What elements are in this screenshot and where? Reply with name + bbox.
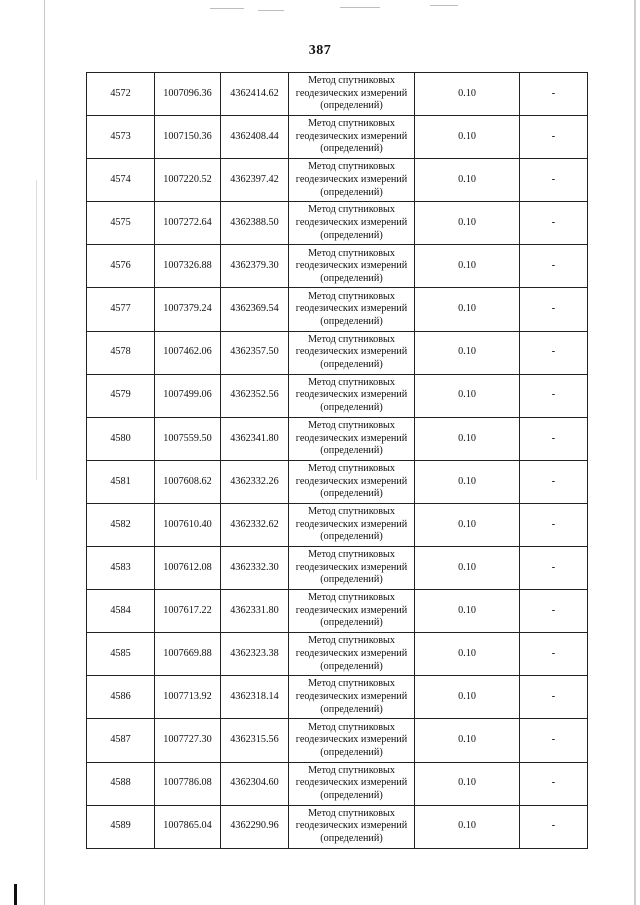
- note-cell: -: [520, 116, 588, 159]
- method-cell: [289, 417, 415, 460]
- point-number-cell: 4573: [87, 116, 155, 159]
- accuracy-cell: 0.10: [415, 288, 520, 331]
- method-text-line: Метод спутниковых: [308, 635, 395, 647]
- method-text-line: (определений): [320, 789, 383, 801]
- method-text-line: Метод спутниковых: [308, 118, 395, 130]
- method-text-line: (определений): [320, 229, 383, 241]
- accuracy-cell: 0.10: [415, 73, 520, 116]
- point-number-cell: 4579: [87, 374, 155, 417]
- method-text-line: (определений): [320, 445, 383, 457]
- scan-speck: [340, 7, 380, 8]
- method-text-line: геодезических измерений: [295, 173, 408, 185]
- accuracy-cell: 0.10: [415, 590, 520, 633]
- accuracy-cell: 0.10: [415, 805, 520, 848]
- method-text-line: Метод спутниковых: [308, 333, 395, 345]
- method-text-line: геодезических измерений: [295, 432, 408, 444]
- method-text-line: геодезических измерений: [295, 561, 408, 573]
- method-text-line: (определений): [320, 832, 383, 844]
- point-number-cell: 4572: [87, 73, 155, 116]
- method-text-line: (определений): [320, 703, 383, 715]
- y-coordinate-cell: 4362357.50: [221, 331, 289, 374]
- point-number-cell: 4585: [87, 633, 155, 676]
- x-coordinate-cell: 1007150.36: [155, 116, 221, 159]
- point-number-cell: 4580: [87, 417, 155, 460]
- method-cell: [289, 245, 415, 288]
- point-number-cell: 4578: [87, 331, 155, 374]
- method-text-line: геодезических измерений: [295, 346, 408, 358]
- method-text-line: (определений): [320, 746, 383, 758]
- method-cell: [289, 73, 415, 116]
- y-coordinate-cell: 4362352.56: [221, 374, 289, 417]
- method-text-line: (определений): [320, 488, 383, 500]
- x-coordinate-cell: 1007220.52: [155, 159, 221, 202]
- method-cell: [289, 547, 415, 590]
- x-coordinate-cell: 1007272.64: [155, 202, 221, 245]
- x-coordinate-cell: 1007610.40: [155, 503, 221, 546]
- table-row: [87, 762, 588, 805]
- accuracy-cell: 0.10: [415, 547, 520, 590]
- y-coordinate-cell: 4362379.30: [221, 245, 289, 288]
- method-text-line: (определений): [320, 315, 383, 327]
- note-cell: -: [520, 159, 588, 202]
- y-coordinate-cell: 4362332.30: [221, 547, 289, 590]
- y-coordinate-cell: 4362332.62: [221, 503, 289, 546]
- x-coordinate-cell: 1007462.06: [155, 331, 221, 374]
- accuracy-cell: 0.10: [415, 460, 520, 503]
- method-text-line: геодезических измерений: [295, 518, 408, 530]
- method-cell: [289, 503, 415, 546]
- table-row: [87, 676, 588, 719]
- x-coordinate-cell: 1007865.04: [155, 805, 221, 848]
- table-row: [87, 73, 588, 116]
- table-row: [87, 202, 588, 245]
- scan-edge-left: [44, 0, 45, 905]
- accuracy-cell: 0.10: [415, 633, 520, 676]
- table-row: [87, 417, 588, 460]
- method-cell: [289, 331, 415, 374]
- table-row: [87, 719, 588, 762]
- method-cell: [289, 805, 415, 848]
- accuracy-cell: 0.10: [415, 116, 520, 159]
- method-text-line: (определений): [320, 402, 383, 413]
- table-row: [87, 159, 588, 202]
- x-coordinate-cell: 1007727.30: [155, 719, 221, 762]
- note-cell: -: [520, 202, 588, 245]
- note-cell: -: [520, 590, 588, 633]
- method-cell: [289, 719, 415, 762]
- x-coordinate-cell: 1007379.24: [155, 288, 221, 331]
- method-text-line: Метод спутниковых: [308, 549, 395, 561]
- accuracy-cell: 0.10: [415, 719, 520, 762]
- y-coordinate-cell: 4362332.26: [221, 460, 289, 503]
- point-number-cell: 4588: [87, 762, 155, 805]
- y-coordinate-cell: 4362341.80: [221, 417, 289, 460]
- method-text-line: (определений): [320, 186, 383, 198]
- y-coordinate-cell: 4362369.54: [221, 288, 289, 331]
- method-text-line: геодезических измерений: [295, 130, 408, 142]
- point-number-cell: 4581: [87, 460, 155, 503]
- point-number-cell: 4582: [87, 503, 155, 546]
- note-cell: -: [520, 762, 588, 805]
- note-cell: -: [520, 417, 588, 460]
- point-number-cell: 4584: [87, 590, 155, 633]
- method-text-line: (определений): [320, 272, 383, 284]
- table-row: [87, 460, 588, 503]
- method-text-line: геодезических измерений: [295, 820, 408, 832]
- method-text-line: Метод спутниковых: [308, 419, 395, 431]
- point-number-cell: 4587: [87, 719, 155, 762]
- method-cell: [289, 288, 415, 331]
- method-text-line: (определений): [320, 531, 383, 543]
- method-text-line: (определений): [320, 100, 383, 112]
- x-coordinate-cell: 1007559.50: [155, 417, 221, 460]
- table-row: [87, 547, 588, 590]
- x-coordinate-cell: 1007608.62: [155, 460, 221, 503]
- method-text-line: геодезических измерений: [295, 604, 408, 616]
- method-text-line: геодезических измерений: [295, 260, 408, 272]
- method-cell: [289, 374, 415, 417]
- coordinates-table: [86, 72, 588, 849]
- table-row: [87, 503, 588, 546]
- method-cell: [289, 460, 415, 503]
- note-cell: -: [520, 288, 588, 331]
- method-cell: [289, 633, 415, 676]
- table-row: [87, 633, 588, 676]
- point-number-cell: 4574: [87, 159, 155, 202]
- y-coordinate-cell: 4362414.62: [221, 73, 289, 116]
- table-row: [87, 116, 588, 159]
- method-text-line: геодезических измерений: [295, 87, 408, 99]
- method-text-line: Метод спутниковых: [308, 764, 395, 776]
- point-number-cell: 4577: [87, 288, 155, 331]
- scan-speck: [210, 8, 244, 9]
- method-text-line: Метод спутниковых: [308, 204, 395, 216]
- y-coordinate-cell: 4362397.42: [221, 159, 289, 202]
- x-coordinate-cell: 1007499.06: [155, 374, 221, 417]
- method-text-line: геодезических измерений: [295, 691, 408, 703]
- scan-edge-right: [634, 0, 636, 905]
- x-coordinate-cell: 1007096.36: [155, 73, 221, 116]
- method-cell: [289, 762, 415, 805]
- method-text-line: (определений): [320, 660, 383, 672]
- method-text-line: Метод спутниковых: [308, 721, 395, 733]
- x-coordinate-cell: 1007669.88: [155, 633, 221, 676]
- note-cell: -: [520, 503, 588, 546]
- method-text-line: геодезических измерений: [295, 303, 408, 315]
- x-coordinate-cell: 1007786.08: [155, 762, 221, 805]
- point-number-cell: 4583: [87, 547, 155, 590]
- point-number-cell: 4586: [87, 676, 155, 719]
- table-row: [87, 374, 588, 417]
- y-coordinate-cell: 4362323.38: [221, 633, 289, 676]
- method-text-line: геодезических измерений: [295, 475, 408, 487]
- method-text-line: Метод спутниковых: [308, 75, 395, 87]
- y-coordinate-cell: 4362304.60: [221, 762, 289, 805]
- method-text-line: (определений): [320, 143, 383, 155]
- method-text-line: (определений): [320, 574, 383, 586]
- y-coordinate-cell: 4362331.80: [221, 590, 289, 633]
- note-cell: -: [520, 245, 588, 288]
- method-text-line: геодезических измерений: [295, 734, 408, 746]
- table-row: [87, 245, 588, 288]
- method-text-line: геодезических измерений: [295, 389, 408, 401]
- method-text-line: Метод спутниковых: [308, 506, 395, 518]
- method-text-line: Метод спутниковых: [308, 376, 395, 388]
- note-cell: -: [520, 460, 588, 503]
- method-text-line: Метод спутниковых: [308, 161, 395, 173]
- method-cell: [289, 202, 415, 245]
- accuracy-cell: 0.10: [415, 159, 520, 202]
- method-text-line: (определений): [320, 358, 383, 370]
- method-cell: [289, 116, 415, 159]
- note-cell: -: [520, 374, 588, 417]
- method-text-line: Метод спутниковых: [308, 807, 395, 819]
- method-text-line: Метод спутниковых: [308, 247, 395, 259]
- method-cell: [289, 676, 415, 719]
- scan-mark-bottom: [14, 884, 17, 905]
- y-coordinate-cell: 4362290.96: [221, 805, 289, 848]
- method-text-line: геодезических измерений: [295, 777, 408, 789]
- y-coordinate-cell: 4362408.44: [221, 116, 289, 159]
- note-cell: -: [520, 73, 588, 116]
- table-row: [87, 590, 588, 633]
- method-text-line: (определений): [320, 617, 383, 629]
- scan-speck: [258, 10, 284, 11]
- scan-speck: [430, 5, 458, 6]
- accuracy-cell: 0.10: [415, 331, 520, 374]
- page-number: 387: [308, 43, 332, 58]
- accuracy-cell: 0.10: [415, 374, 520, 417]
- table-row: [87, 288, 588, 331]
- point-number-cell: 4576: [87, 245, 155, 288]
- note-cell: -: [520, 719, 588, 762]
- method-cell: [289, 590, 415, 633]
- note-cell: -: [520, 331, 588, 374]
- method-text-line: геодезических измерений: [295, 647, 408, 659]
- y-coordinate-cell: 4362315.56: [221, 719, 289, 762]
- y-coordinate-cell: 4362388.50: [221, 202, 289, 245]
- table-row: [87, 805, 588, 848]
- note-cell: -: [520, 805, 588, 848]
- x-coordinate-cell: 1007617.22: [155, 590, 221, 633]
- accuracy-cell: 0.10: [415, 202, 520, 245]
- accuracy-cell: 0.10: [415, 503, 520, 546]
- method-text-line: геодезических измерений: [295, 217, 408, 229]
- x-coordinate-cell: 1007713.92: [155, 676, 221, 719]
- note-cell: -: [520, 633, 588, 676]
- method-text-line: Метод спутниковых: [308, 592, 395, 604]
- scan-edge-mark: [36, 180, 37, 480]
- accuracy-cell: 0.10: [415, 417, 520, 460]
- note-cell: -: [520, 676, 588, 719]
- accuracy-cell: 0.10: [415, 245, 520, 288]
- accuracy-cell: 0.10: [415, 762, 520, 805]
- point-number-cell: 4589: [87, 805, 155, 848]
- method-cell: [289, 159, 415, 202]
- x-coordinate-cell: 1007326.88: [155, 245, 221, 288]
- method-text-line: Метод спутниковых: [308, 463, 395, 474]
- accuracy-cell: 0.10: [415, 676, 520, 719]
- method-text-line: Метод спутниковых: [308, 678, 395, 690]
- x-coordinate-cell: 1007612.08: [155, 547, 221, 590]
- point-number-cell: 4575: [87, 202, 155, 245]
- method-text-line: Метод спутниковых: [308, 290, 395, 302]
- y-coordinate-cell: 4362318.14: [221, 676, 289, 719]
- note-cell: -: [520, 547, 588, 590]
- table-row: [87, 331, 588, 374]
